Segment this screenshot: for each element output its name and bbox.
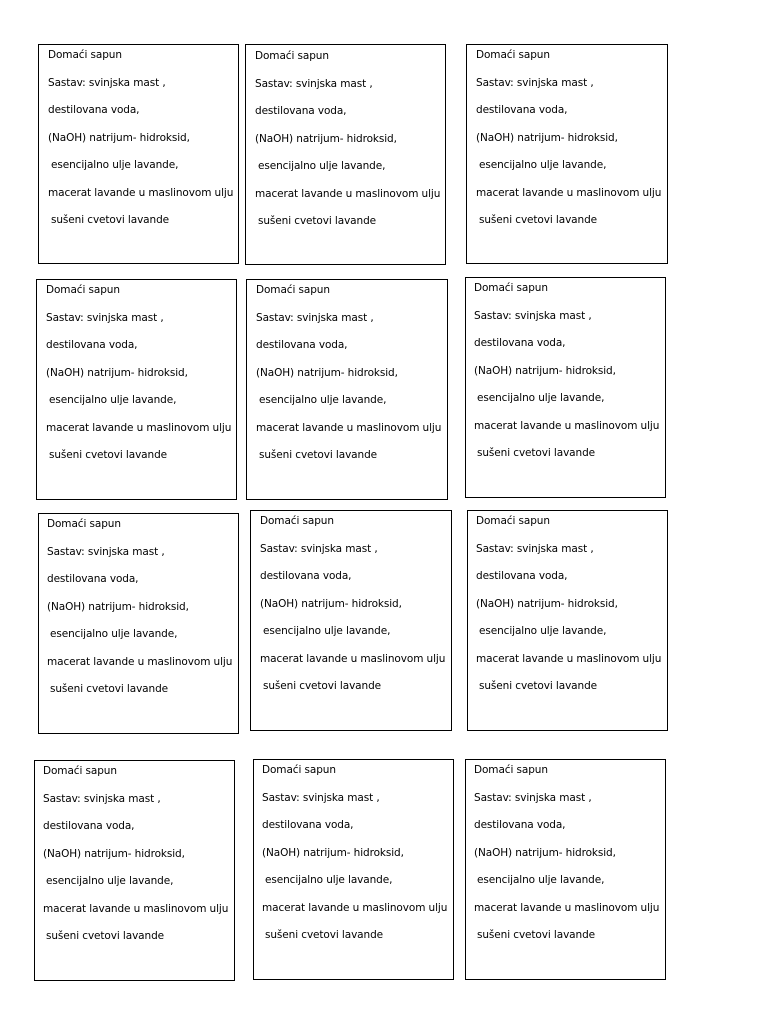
ingredients-line: sušeni cvetovi lavande bbox=[50, 683, 169, 695]
label-title: Domaći sapun bbox=[474, 764, 548, 776]
ingredients-line: Sastav: svinjska mast , bbox=[260, 543, 378, 555]
ingredients-line: destilovana voda, bbox=[474, 337, 566, 349]
ingredients-line: (NaOH) natrijum- hidroksid, bbox=[474, 847, 616, 859]
ingredients-line: esencijalno ulje lavande, bbox=[49, 394, 177, 406]
ingredients-line: destilovana voda, bbox=[46, 339, 138, 351]
ingredients-line: (NaOH) natrijum- hidroksid, bbox=[476, 598, 618, 610]
ingredients-line: (NaOH) natrijum- hidroksid, bbox=[46, 367, 188, 379]
ingredients-line: esencijalno ulje lavande, bbox=[477, 874, 605, 886]
ingredients-line: Sastav: svinjska mast , bbox=[262, 792, 380, 804]
soap-label-card bbox=[245, 44, 446, 265]
ingredients-line: esencijalno ulje lavande, bbox=[265, 874, 393, 886]
soap-label-card bbox=[38, 513, 239, 734]
ingredients-line: Sastav: svinjska mast , bbox=[474, 792, 592, 804]
label-title: Domaći sapun bbox=[46, 284, 120, 296]
ingredients-line: esencijalno ulje lavande, bbox=[258, 160, 386, 172]
soap-label-card bbox=[465, 759, 666, 980]
ingredients-line: destilovana voda, bbox=[476, 104, 568, 116]
label-title: Domaći sapun bbox=[476, 49, 550, 61]
soap-label-card bbox=[250, 510, 452, 731]
ingredients-line: sušeni cvetovi lavande bbox=[479, 680, 598, 692]
ingredients-line: Sastav: svinjska mast , bbox=[46, 312, 164, 324]
ingredients-line: esencijalno ulje lavande, bbox=[477, 392, 605, 404]
ingredients-line: sušeni cvetovi lavande bbox=[479, 214, 598, 226]
soap-label-card bbox=[36, 279, 237, 500]
ingredients-line: macerat lavande u maslinovom ulju bbox=[476, 653, 662, 665]
ingredients-line: sušeni cvetovi lavande bbox=[258, 215, 377, 227]
ingredients-line: Sastav: svinjska mast , bbox=[43, 793, 161, 805]
ingredients-line: esencijalno ulje lavande, bbox=[263, 625, 391, 637]
ingredients-line: macerat lavande u maslinovom ulju bbox=[262, 902, 448, 914]
ingredients-line: sušeni cvetovi lavande bbox=[49, 449, 168, 461]
ingredients-line: macerat lavande u maslinovom ulju bbox=[46, 422, 232, 434]
ingredients-line: sušeni cvetovi lavande bbox=[477, 447, 596, 459]
soap-label-card bbox=[253, 759, 454, 980]
ingredients-line: esencijalno ulje lavande, bbox=[51, 159, 179, 171]
ingredients-line: sušeni cvetovi lavande bbox=[46, 930, 165, 942]
label-title: Domaći sapun bbox=[476, 515, 550, 527]
label-title: Domaći sapun bbox=[260, 515, 334, 527]
soap-label-card bbox=[38, 44, 239, 264]
ingredients-line: macerat lavande u maslinovom ulju bbox=[255, 188, 441, 200]
ingredients-line: destilovana voda, bbox=[48, 104, 140, 116]
ingredients-line: Sastav: svinjska mast , bbox=[255, 78, 373, 90]
ingredients-line: esencijalno ulje lavande, bbox=[46, 875, 174, 887]
label-title: Domaći sapun bbox=[474, 282, 548, 294]
ingredients-line: Sastav: svinjska mast , bbox=[476, 543, 594, 555]
ingredients-line: esencijalno ulje lavande, bbox=[50, 628, 178, 640]
ingredients-line: destilovana voda, bbox=[255, 105, 347, 117]
ingredients-line: macerat lavande u maslinovom ulju bbox=[474, 420, 660, 432]
ingredients-line: Sastav: svinjska mast , bbox=[256, 312, 374, 324]
ingredients-line: macerat lavande u maslinovom ulju bbox=[47, 656, 233, 668]
ingredients-line: destilovana voda, bbox=[476, 570, 568, 582]
ingredients-line: (NaOH) natrijum- hidroksid, bbox=[474, 365, 616, 377]
ingredients-line: macerat lavande u maslinovom ulju bbox=[43, 903, 229, 915]
ingredients-line: esencijalno ulje lavande, bbox=[259, 394, 387, 406]
soap-label-card bbox=[246, 279, 448, 500]
ingredients-line: macerat lavande u maslinovom ulju bbox=[48, 187, 234, 199]
ingredients-line: sušeni cvetovi lavande bbox=[51, 214, 170, 226]
soap-label-card bbox=[466, 44, 668, 264]
soap-label-card bbox=[467, 510, 668, 731]
ingredients-line: Sastav: svinjska mast , bbox=[48, 77, 166, 89]
ingredients-line: Sastav: svinjska mast , bbox=[47, 546, 165, 558]
ingredients-line: macerat lavande u maslinovom ulju bbox=[474, 902, 660, 914]
ingredients-line: (NaOH) natrijum- hidroksid, bbox=[256, 367, 398, 379]
ingredients-line: macerat lavande u maslinovom ulju bbox=[256, 422, 442, 434]
ingredients-line: destilovana voda, bbox=[43, 820, 135, 832]
ingredients-line: (NaOH) natrijum- hidroksid, bbox=[262, 847, 404, 859]
label-title: Domaći sapun bbox=[262, 764, 336, 776]
label-title: Domaći sapun bbox=[43, 765, 117, 777]
ingredients-line: macerat lavande u maslinovom ulju bbox=[476, 187, 662, 199]
ingredients-line: Sastav: svinjska mast , bbox=[474, 310, 592, 322]
ingredients-line: esencijalno ulje lavande, bbox=[479, 159, 607, 171]
label-title: Domaći sapun bbox=[256, 284, 330, 296]
ingredients-line: sušeni cvetovi lavande bbox=[263, 680, 382, 692]
label-title: Domaći sapun bbox=[255, 50, 329, 62]
ingredients-line: destilovana voda, bbox=[47, 573, 139, 585]
ingredients-line: (NaOH) natrijum- hidroksid, bbox=[476, 132, 618, 144]
ingredients-line: sušeni cvetovi lavande bbox=[477, 929, 596, 941]
ingredients-line: destilovana voda, bbox=[260, 570, 352, 582]
ingredients-line: destilovana voda, bbox=[256, 339, 348, 351]
ingredients-line: sušeni cvetovi lavande bbox=[259, 449, 378, 461]
ingredients-line: (NaOH) natrijum- hidroksid, bbox=[43, 848, 185, 860]
ingredients-line: Sastav: svinjska mast , bbox=[476, 77, 594, 89]
ingredients-line: (NaOH) natrijum- hidroksid, bbox=[48, 132, 190, 144]
soap-label-card bbox=[34, 760, 235, 981]
ingredients-line: destilovana voda, bbox=[262, 819, 354, 831]
ingredients-line: macerat lavande u maslinovom ulju bbox=[260, 653, 446, 665]
ingredients-line: sušeni cvetovi lavande bbox=[265, 929, 384, 941]
label-title: Domaći sapun bbox=[47, 518, 121, 530]
ingredients-line: (NaOH) natrijum- hidroksid, bbox=[47, 601, 189, 613]
ingredients-line: destilovana voda, bbox=[474, 819, 566, 831]
soap-label-card bbox=[465, 277, 666, 498]
ingredients-line: (NaOH) natrijum- hidroksid, bbox=[255, 133, 397, 145]
ingredients-line: (NaOH) natrijum- hidroksid, bbox=[260, 598, 402, 610]
ingredients-line: esencijalno ulje lavande, bbox=[479, 625, 607, 637]
label-title: Domaći sapun bbox=[48, 49, 122, 61]
